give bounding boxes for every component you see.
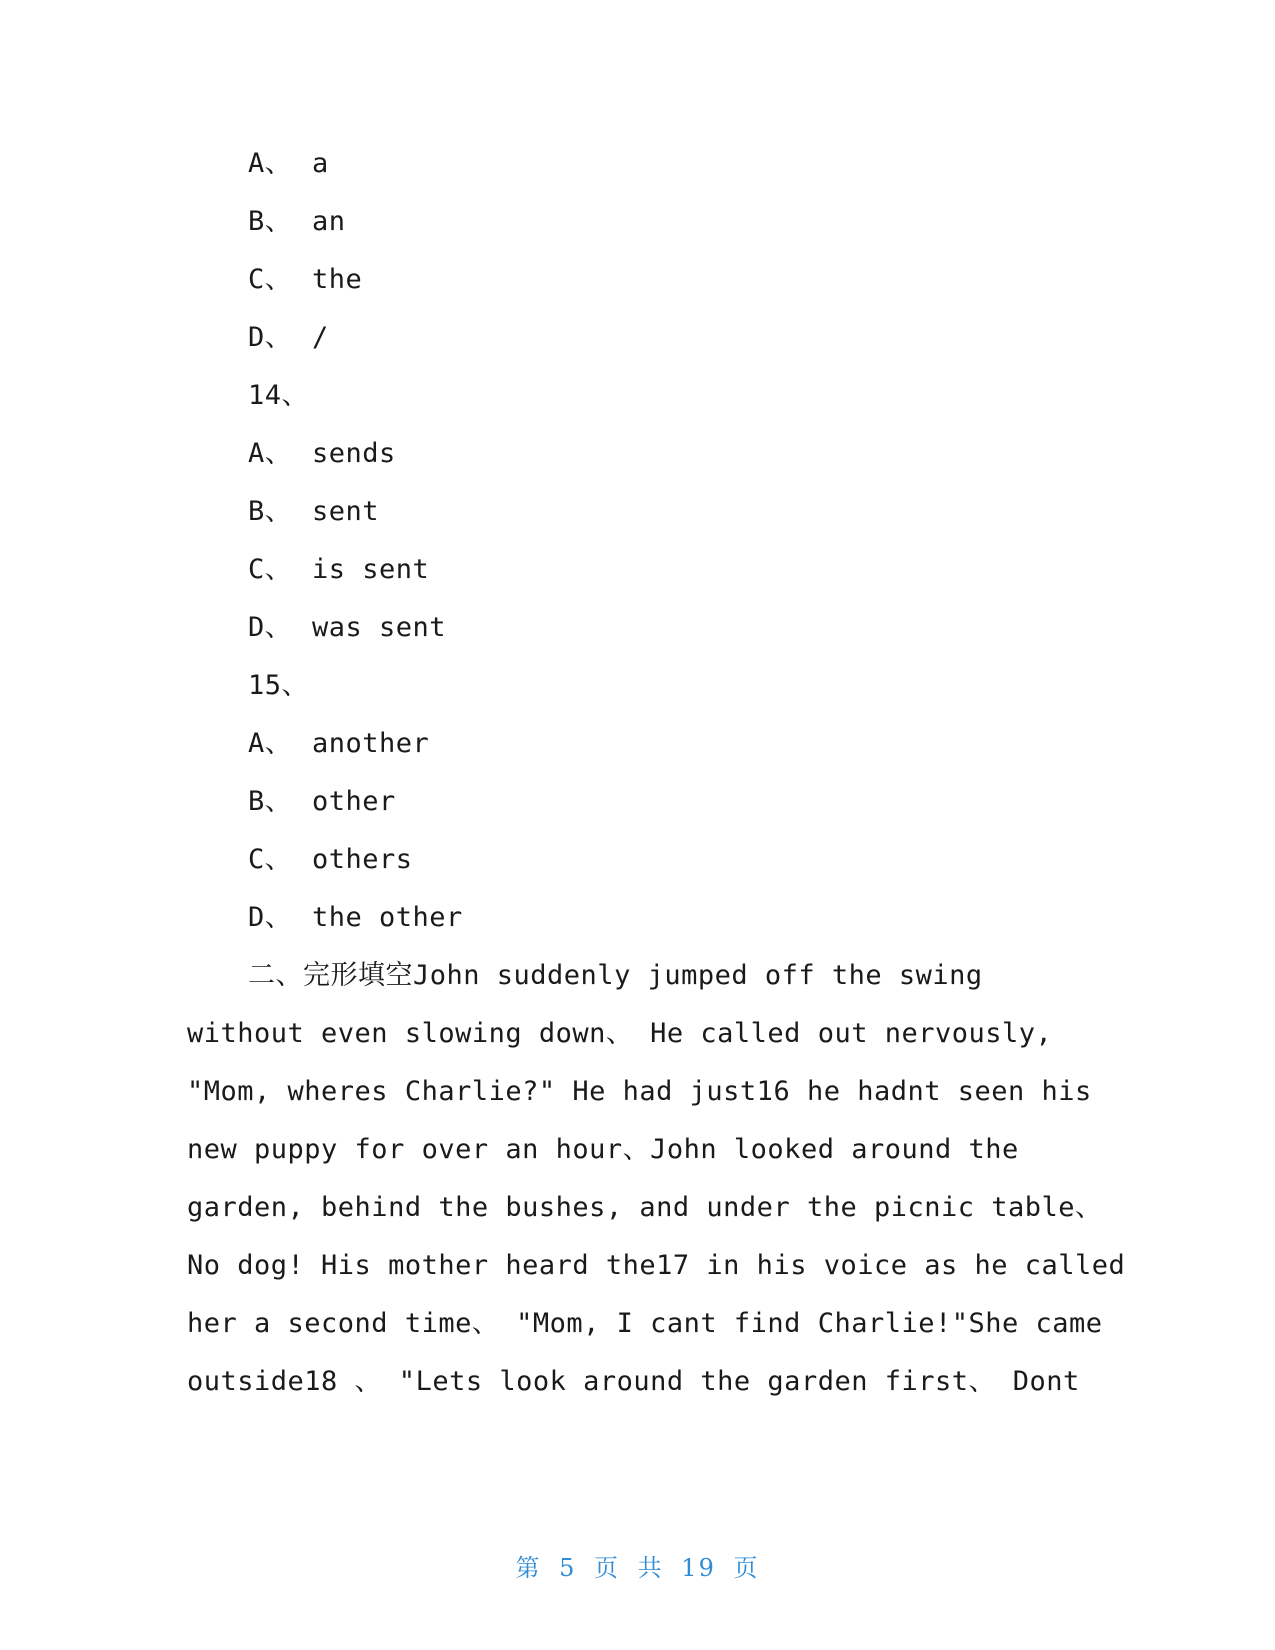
- option-letter: B、: [248, 786, 293, 817]
- option-letter: D、: [248, 612, 293, 643]
- option-letter: A、: [248, 438, 293, 469]
- option-text: /: [312, 322, 329, 353]
- option-letter: C、: [248, 844, 293, 875]
- question-14-number: 14、: [248, 380, 310, 411]
- q15-option-c: [248, 843, 413, 877]
- option-letter: B、: [248, 206, 293, 237]
- q14-option-d: [248, 611, 446, 645]
- option-letter: A、: [248, 728, 293, 759]
- section-2-line-8: outside18 、 "Lets look around the garden first、 Dont: [187, 1366, 1080, 1397]
- q14-option-b: [248, 495, 379, 529]
- option-text: the: [312, 264, 363, 295]
- q14-option-c: [248, 553, 429, 587]
- option-text: sends: [312, 438, 396, 469]
- section-2-line-6: No dog! His mother heard the17 in his voice as he called: [187, 1250, 1126, 1281]
- q14-option-a: [248, 437, 396, 471]
- option-letter: B、: [248, 496, 293, 527]
- option-letter: A、: [248, 148, 293, 179]
- q15-option-d: [248, 901, 463, 935]
- option-text: a: [312, 148, 329, 179]
- option-text: is sent: [312, 554, 430, 585]
- q13-option-c: [248, 263, 362, 297]
- option-letter: C、: [248, 554, 293, 585]
- section-2-line-5: garden, behind the bushes, and under the picnic table、: [187, 1192, 1103, 1223]
- q15-option-a: [248, 727, 429, 761]
- option-text: other: [312, 786, 396, 817]
- q13-option-a: [248, 147, 329, 181]
- question-15-number: 15、: [248, 670, 310, 701]
- option-letter: D、: [248, 322, 293, 353]
- q13-option-d: [248, 321, 329, 355]
- q15-option-b: [248, 785, 396, 819]
- section-2-line-7: her a second time、 "Mom, I cant find Charlie!"She came: [187, 1308, 1103, 1339]
- option-text: others: [312, 844, 413, 875]
- option-letter: C、: [248, 264, 293, 295]
- option-text: an: [312, 206, 346, 237]
- option-text: sent: [312, 496, 380, 527]
- option-text: was sent: [312, 612, 447, 643]
- option-text: another: [312, 728, 430, 759]
- page-number-footer: 第 5 页 共 19 页: [515, 1554, 760, 1582]
- option-text: the other: [312, 902, 463, 933]
- section-2-line-4: new puppy for over an hour、John looked around the: [187, 1134, 1019, 1165]
- section-2-line-1: 二、完形填空John suddenly jumped off the swing: [248, 960, 983, 991]
- section-2-line-3: "Mom, wheres Charlie?" He had just16 he hadnt seen his: [187, 1076, 1092, 1107]
- q13-option-b: [248, 205, 346, 239]
- option-letter: D、: [248, 902, 293, 933]
- section-2-line-2: without even slowing down、 He called out nervously,: [187, 1018, 1053, 1049]
